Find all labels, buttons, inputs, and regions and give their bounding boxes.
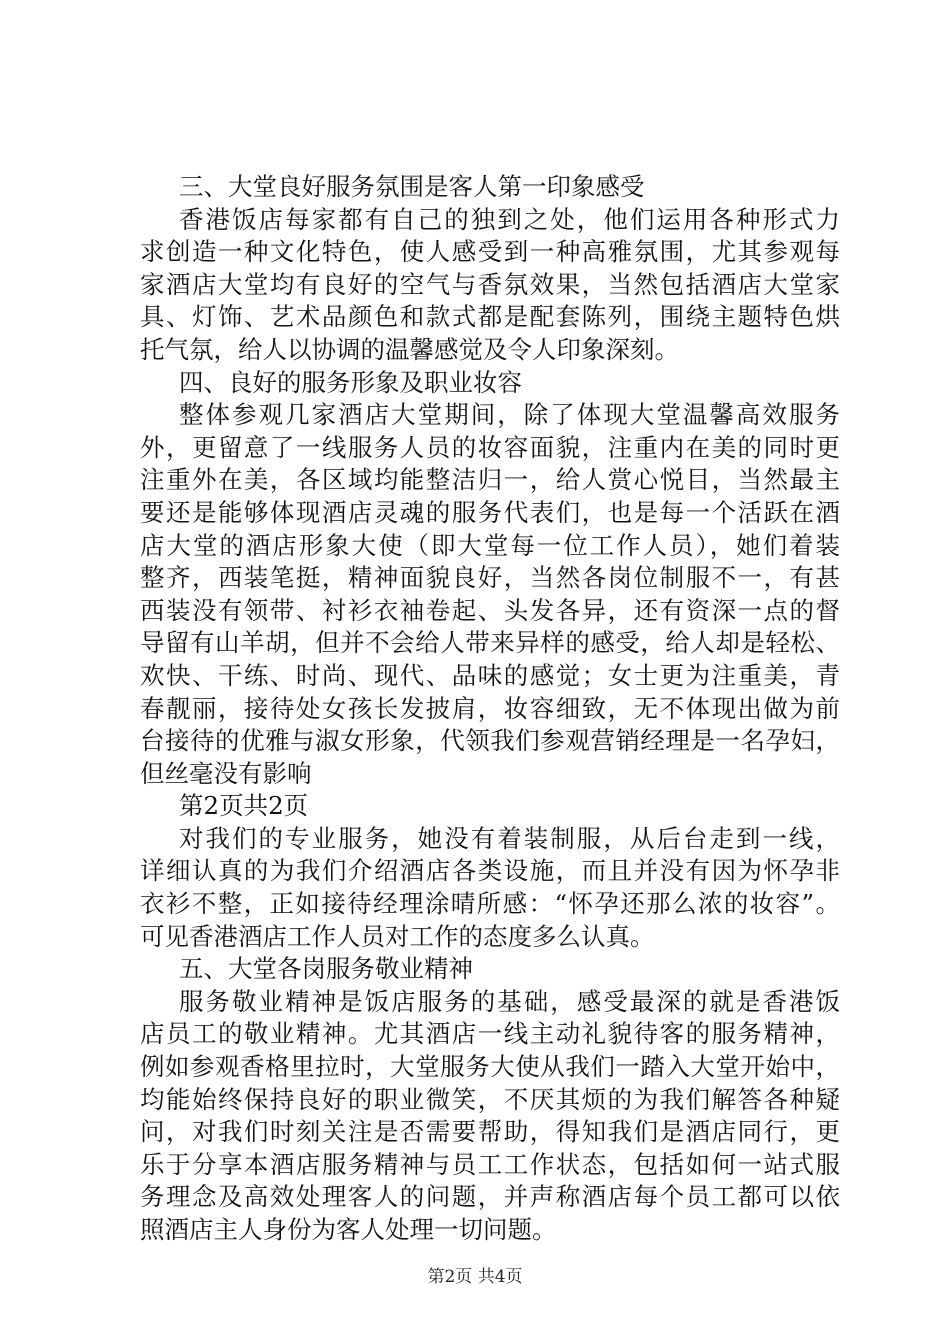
paragraph-line: 对我们的专业服务，她没有着装制服，从后台走到一线， bbox=[179, 823, 840, 853]
paragraph-line: 要还是能够体现酒店灵魂的服务代表们，也是每一个活跃在酒 bbox=[140, 497, 840, 527]
paragraph-line: 但丝毫没有影响 bbox=[140, 758, 312, 788]
document-body bbox=[140, 171, 840, 1247]
paragraph-line: 乐于分享本酒店服务精神与员工工作状态，包括如何一站式服 bbox=[140, 1149, 840, 1179]
paragraph-line: 衣衫不整，正如接待经理涂晴所感：“怀孕还那么浓的妆容”。 bbox=[140, 889, 840, 919]
paragraph-line: 具、灯饰、艺术品颜色和款式都是配套陈列，围绕主题特色烘 bbox=[140, 302, 840, 332]
paragraph-line: 托气氛，给人以协调的温馨感觉及令人印象深刻。 bbox=[140, 334, 679, 364]
inline-page-marker: 第2页共2页 bbox=[179, 791, 309, 821]
paragraph-line: 家酒店大堂均有良好的空气与香氛效果，当然包括酒店大堂家 bbox=[140, 269, 840, 299]
section-heading: 五、大堂各岗服务敬业精神 bbox=[179, 954, 473, 984]
paragraph-line: 例如参观香格里拉时，大堂服务大使从我们一踏入大堂开始中， bbox=[140, 1052, 840, 1082]
paragraph-line: 服务敬业精神是饭店服务的基础，感受最深的就是香港饭 bbox=[179, 986, 840, 1016]
paragraph-line: 春靓丽，接待处女孩长发披肩，妆容细致，无不体现出做为前 bbox=[140, 693, 840, 723]
paragraph-line: 照酒店主人身份为客人处理一切问题。 bbox=[140, 1215, 557, 1244]
paragraph-line: 详细认真的为我们介绍酒店各类设施，而且并没有因为怀孕非 bbox=[140, 856, 840, 886]
section-heading: 四、良好的服务形象及职业妆容 bbox=[179, 367, 522, 397]
paragraph-line: 整体参观几家酒店大堂期间，除了体现大堂温馨高效服务 bbox=[179, 400, 840, 430]
paragraph-line: 店大堂的酒店形象大使（即大堂每一位工作人员），她们着装 bbox=[140, 530, 840, 560]
paragraph-line: 可见香港酒店工作人员对工作的态度多么认真。 bbox=[140, 921, 655, 951]
paragraph-line: 导留有山羊胡，但并不会给人带来异样的感受，给人却是轻松、 bbox=[140, 628, 840, 658]
paragraph-line: 务理念及高效处理客人的问题，并声称酒店每个员工都可以依 bbox=[140, 1182, 840, 1212]
paragraph-line: 问，对我们时刻关注是否需要帮助，得知我们是酒店同行，更 bbox=[140, 1117, 840, 1147]
page-footer: 第2页 共4页 bbox=[427, 1267, 523, 1287]
paragraph-line: 注重外在美，各区域均能整洁归一，给人赏心悦目，当然最主 bbox=[140, 465, 840, 495]
paragraph-line: 台接待的优雅与淑女形象，代领我们参观营销经理是一名孕妇， bbox=[140, 726, 840, 756]
paragraph-line: 香港饭店每家都有自己的独到之处，他们运用各种形式力 bbox=[179, 204, 840, 234]
paragraph-line: 店员工的敬业精神。尤其酒店一线主动礼貌待客的服务精神， bbox=[140, 1019, 840, 1049]
section-heading: 三、大堂良好服务氛围是客人第一印象感受 bbox=[179, 172, 645, 201]
paragraph-line: 欢快、干练、时尚、现代、品味的感觉；女士更为注重美，青 bbox=[140, 660, 840, 690]
paragraph-line: 西装没有领带、衬衫衣袖卷起、头发各异，还有资深一点的督 bbox=[140, 595, 840, 625]
paragraph-line: 整齐，西装笔挺，精神面貌良好，当然各岗位制服不一，有甚 bbox=[140, 563, 840, 593]
paragraph-line: 外，更留意了一线服务人员的妆容面貌，注重内在美的同时更 bbox=[140, 432, 840, 462]
paragraph-line: 均能始终保持良好的职业微笑，不厌其烦的为我们解答各种疑 bbox=[140, 1084, 840, 1114]
paragraph-line: 求创造一种文化特色，使人感受到一种高雅氛围，尤其参观每 bbox=[140, 237, 840, 267]
